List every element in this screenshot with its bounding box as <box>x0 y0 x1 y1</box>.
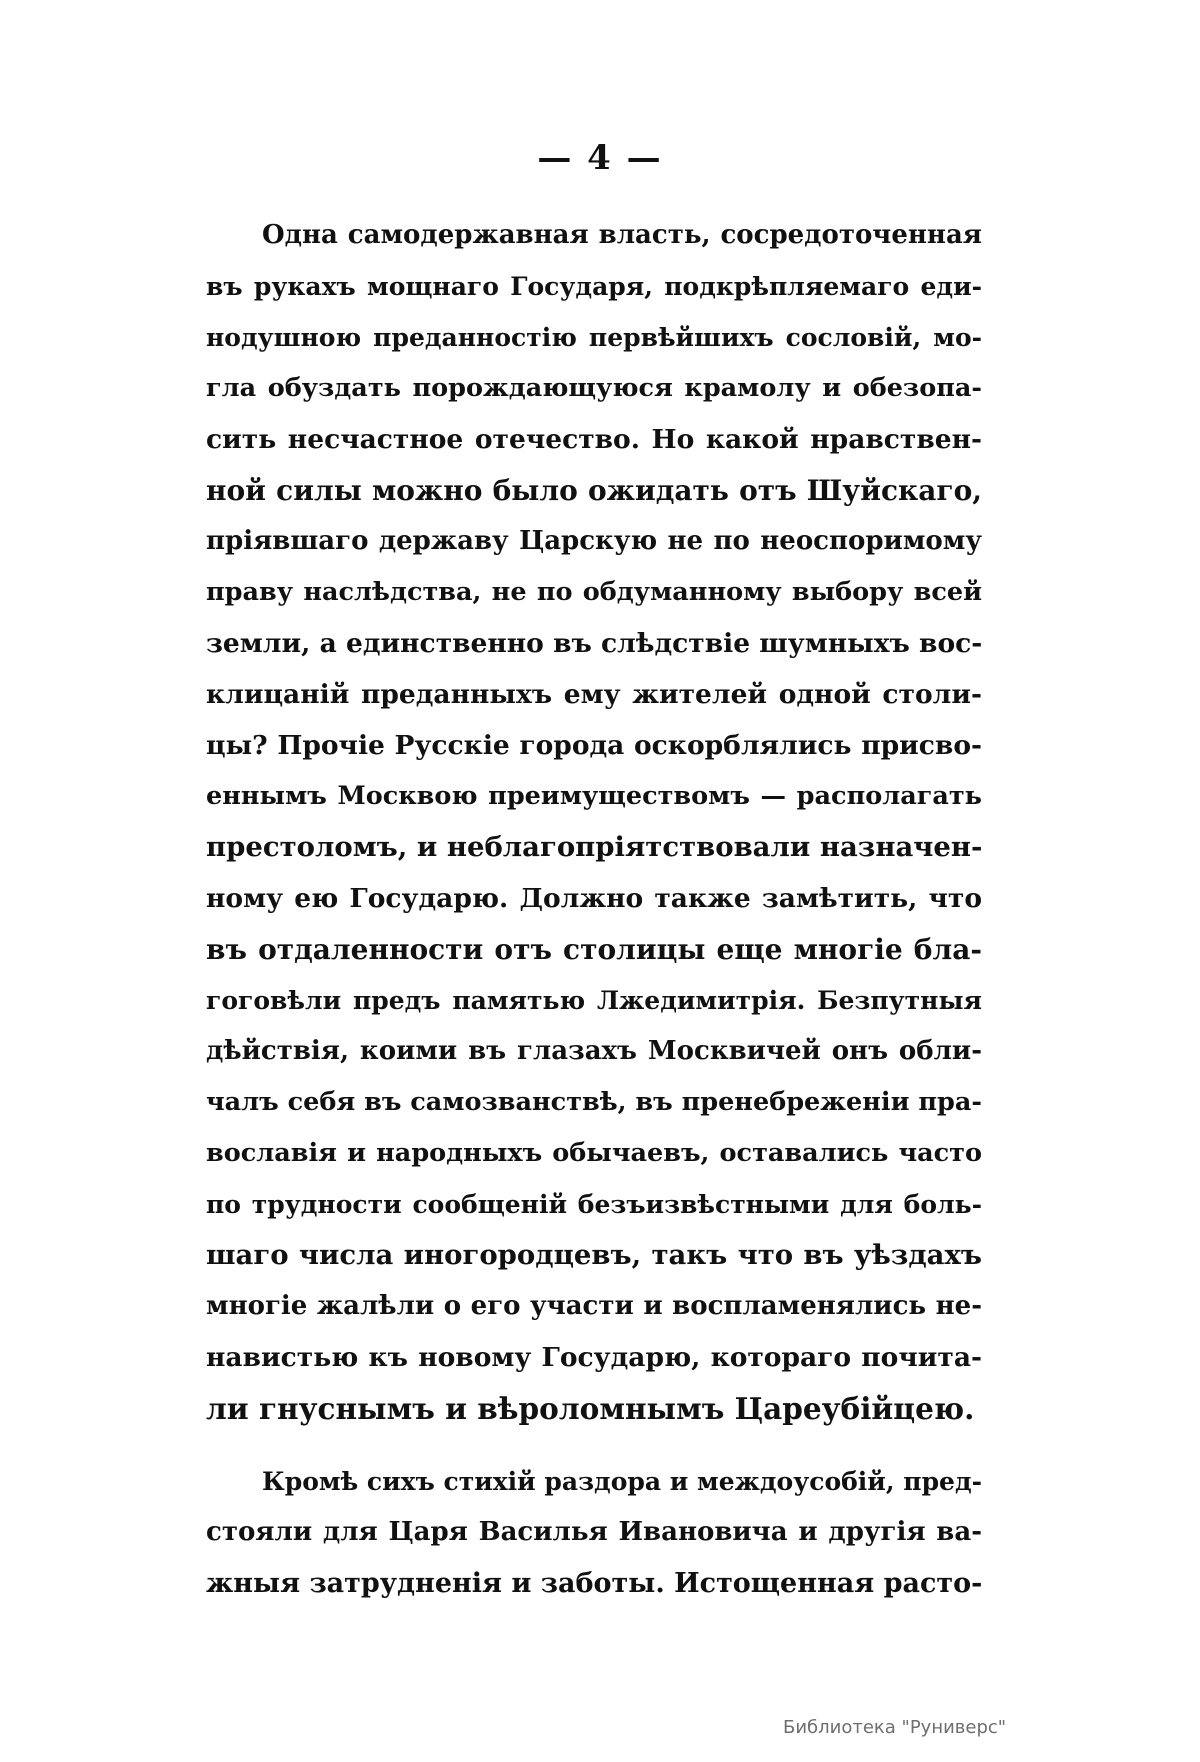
text-line: стояли для Царя Василья Ивановича и другія ва- <box>206 1517 982 1547</box>
text-line: ной силы можно было ожидать отъ Шуйскаго, <box>206 474 982 507</box>
text-line: клицаній преданныхъ ему жителей одной столи- <box>206 679 982 710</box>
text-line: ному ею Государю. Должно также замѣтить, что <box>206 883 982 914</box>
text-line: престоломъ, и неблагопріятствовали назначен- <box>206 831 983 863</box>
text-line: жныя затрудненія и заботы. Истощенная расто- <box>206 1568 983 1599</box>
text-line: еннымъ Москвою преимуществомъ — располагать <box>206 781 982 811</box>
text-line: нодушною преданностію первѣйшихъ сословій, мо- <box>206 323 982 352</box>
text-line: навистью къ новому Государю, котораго почита- <box>206 1342 982 1373</box>
text-line: гоговѣли предъ памятью Лжедимитрія. Безпутныя <box>206 986 982 1015</box>
text-line: дѣйствія, коими въ глазахъ Москвичей онъ обли- <box>206 1036 982 1066</box>
paragraph-gap <box>206 1434 982 1456</box>
text-line: праву наслѣдства, не по обдуманному выбору всей <box>206 577 982 607</box>
text-line: въ отдаленности отъ столицы еще многіе бла- <box>206 933 982 966</box>
paragraph-1 <box>206 210 982 1434</box>
library-watermark: Библиотека "Руниверс" <box>783 1717 1007 1738</box>
text-line: по трудности сообщеній безъизвѣстными для боль- <box>206 1190 982 1219</box>
text-line: пріявшаго державу Царскую не по неоспоримому <box>206 526 982 556</box>
paragraph-2 <box>206 1456 982 1609</box>
page-number: — 4 — <box>537 138 663 178</box>
text-line: сить несчастное отечество. Но какой нравствен- <box>206 424 982 455</box>
text-line: вославія и народныхъ обычаевъ, оставались часто <box>206 1138 982 1168</box>
text-line: многіе жалѣли о его участи и воспламенялись не- <box>206 1291 982 1321</box>
text-line: цы? Прочіе Русскіе города оскорблялись присво- <box>206 730 982 761</box>
text-line: шаго числа иногородцевъ, такъ что въ уѣздахъ <box>206 1239 982 1271</box>
text-line: гла обуздать порождающуюся крамолу и обезопа- <box>206 373 982 403</box>
text-line: Одна самодержавная власть, сосредоточенная <box>262 220 982 250</box>
text-line: ли гнуснымъ и вѣроломнымъ Цареубійцею. <box>206 1391 975 1426</box>
text-line: чалъ себя въ самозванствѣ, въ пренебреженіи пра- <box>206 1087 982 1117</box>
text-line: въ рукахъ мощнаго Государя, подкрѣпляемаго еди- <box>206 272 982 301</box>
text-line: Кромѣ сихъ стихій раздора и междоусобій, пред- <box>262 1467 982 1496</box>
body-text <box>206 210 982 1609</box>
text-line: земли, а единственно въ слѣдствіе шумныхъ вос- <box>206 628 983 659</box>
